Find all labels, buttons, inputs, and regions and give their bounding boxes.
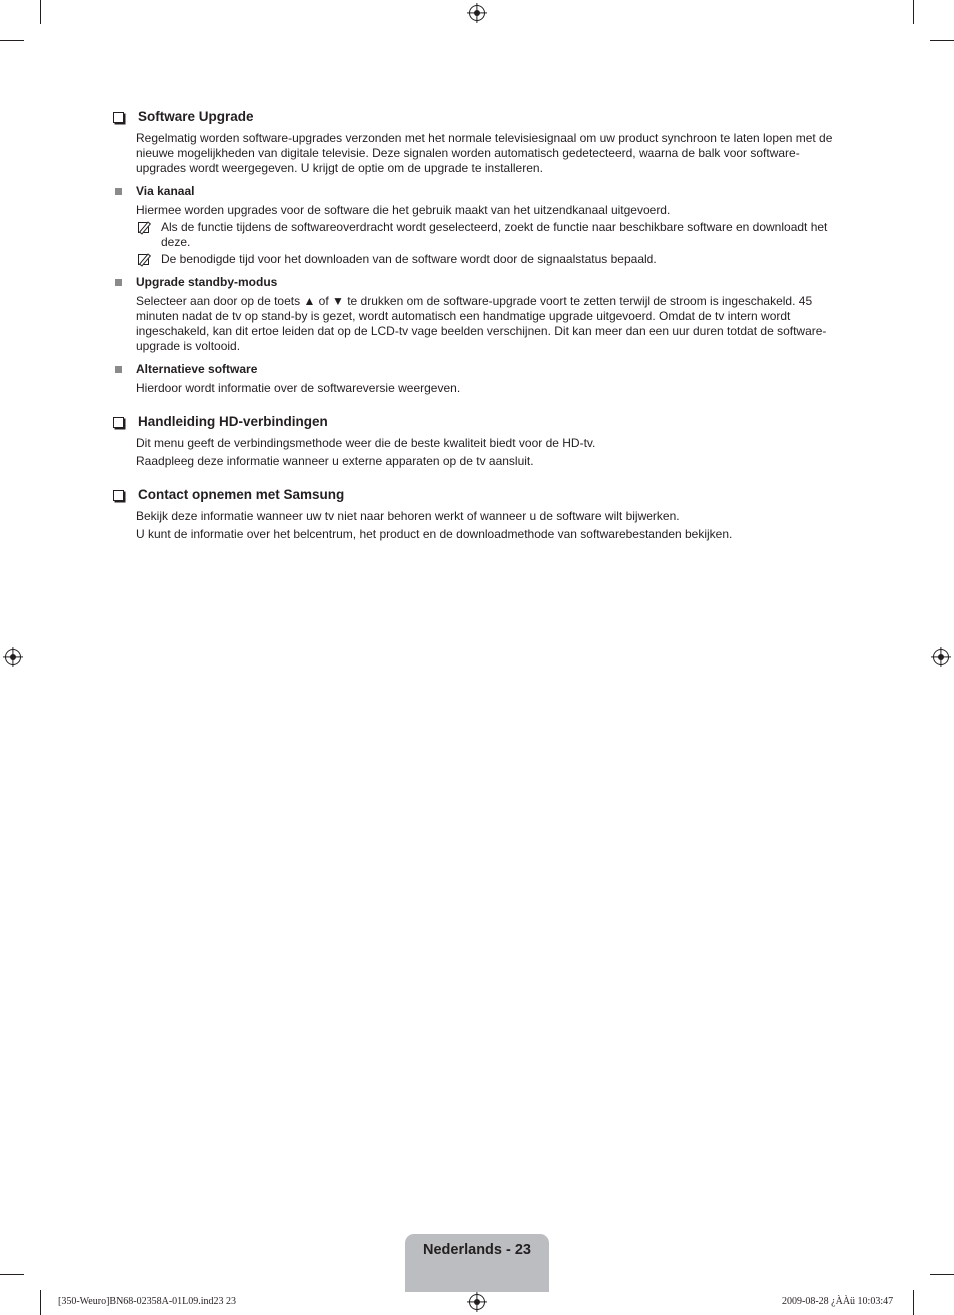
square-bullet-icon: [115, 188, 122, 195]
section-heading: [110, 108, 845, 126]
section-software-upgrade: [110, 108, 845, 396]
crop-mark: [0, 40, 24, 41]
note-item: [136, 220, 845, 250]
checkbox-bullet-icon: [113, 490, 124, 501]
section-title: Software Upgrade: [138, 109, 254, 124]
square-bullet-icon: [115, 279, 122, 286]
section-title: Contact opnemen met Samsung: [138, 487, 345, 502]
registration-mark-icon: [469, 5, 485, 21]
paragraph: Raadpleeg deze informatie wanneer u externe apparaten op de tv aansluit.: [136, 454, 534, 468]
crop-mark: [0, 1274, 24, 1275]
paragraph: Bekijk deze informatie wanneer uw tv niet naar behoren werkt of wanneer u de software wilt bijwerken.: [136, 509, 680, 523]
paragraph: Hiermee worden upgrades voor de software die het gebruik maakt van het uitzendkanaal uitgevoerd.: [136, 203, 671, 217]
paragraph: Hierdoor wordt informatie over de softwareversie weergeven.: [136, 381, 461, 395]
section-title: Handleiding HD-verbindingen: [138, 414, 328, 429]
subsection-heading: [110, 274, 845, 290]
subsection-heading: [110, 183, 845, 199]
checkbox-bullet-icon: [113, 417, 124, 428]
manual-content: [110, 108, 845, 559]
note-item: [136, 252, 845, 267]
paragraph: Dit menu geeft de verbindingsmethode weer die de beste kwaliteit biedt voor de HD-tv.: [136, 436, 596, 450]
paragraph: Selecteer aan door op de toets ▲ of ▼ te drukken om de software-upgrade voort te zetten terwijl de stroom is ingeschakeld. 45 minuten nadat de tv op stand-by is gezet, wordt automatisch een handmatige upgrade uitgevoerd. Omdat de tv intern wordt ingeschakeld, kan dit ertoe leiden dat op de LCD-tv vage beelden verschijnen. Dit kan meer dan een uur duren totdat de software-upgrade is voltooid.: [136, 294, 827, 353]
checkbox-bullet-icon: [113, 112, 124, 123]
paragraph: U kunt de informatie over het belcentrum, het product en de downloadmethode van softwarebestanden bekijken.: [136, 527, 733, 541]
subsection-heading: [110, 361, 845, 377]
section-hd-verbindingen: [110, 413, 845, 469]
subsection-via-kanaal: [110, 183, 845, 267]
subsection-title: Alternatieve software: [136, 362, 258, 376]
note-pencil-icon: [138, 254, 149, 265]
subsection-title: Via kanaal: [136, 184, 195, 198]
crop-mark: [913, 0, 914, 24]
section-heading: [110, 413, 845, 431]
registration-mark-icon: [469, 1294, 485, 1310]
note-pencil-icon: [138, 222, 149, 233]
paragraph: Regelmatig worden software-upgrades verzonden met het normale televisiesignaal om uw product synchroon te laten lopen met de nieuwe mogelijkheden van digitale televisie. Deze signalen worden automatisch gedetecteerd, waarna de balk voor software-upgrades wordt weergegeven. U krijgt de optie om de upgrade te installeren.: [136, 131, 833, 175]
section-contact-samsung: [110, 486, 845, 542]
registration-mark-icon: [5, 649, 21, 665]
subsection-alternatieve-software: [110, 361, 845, 396]
subsection-upgrade-standby: [110, 274, 845, 354]
page-number-label: Nederlands - 23: [423, 1242, 531, 1258]
subsection-title: Upgrade standby-modus: [136, 275, 278, 289]
square-bullet-icon: [115, 366, 122, 373]
crop-mark: [913, 1290, 914, 1315]
crop-mark: [40, 1290, 41, 1315]
crop-mark: [930, 1274, 954, 1275]
print-file-info: [350-Weuro]BN68-02358A-01L09.ind23 23: [58, 1296, 237, 1307]
crop-mark: [40, 0, 41, 24]
note-text: Als de functie tijdens de softwareoverdracht wordt geselecteerd, zoekt de functie naar beschikbare software en downloadt het deze.: [161, 220, 828, 249]
note-text: De benodigde tijd voor het downloaden van de software wordt door de signaalstatus bepaald.: [161, 252, 657, 266]
registration-mark-icon: [933, 649, 949, 665]
section-heading: [110, 486, 845, 504]
print-date-info: 2009-08-28 ¿ÀÀü 10:03:47: [782, 1296, 894, 1307]
crop-mark: [930, 40, 954, 41]
